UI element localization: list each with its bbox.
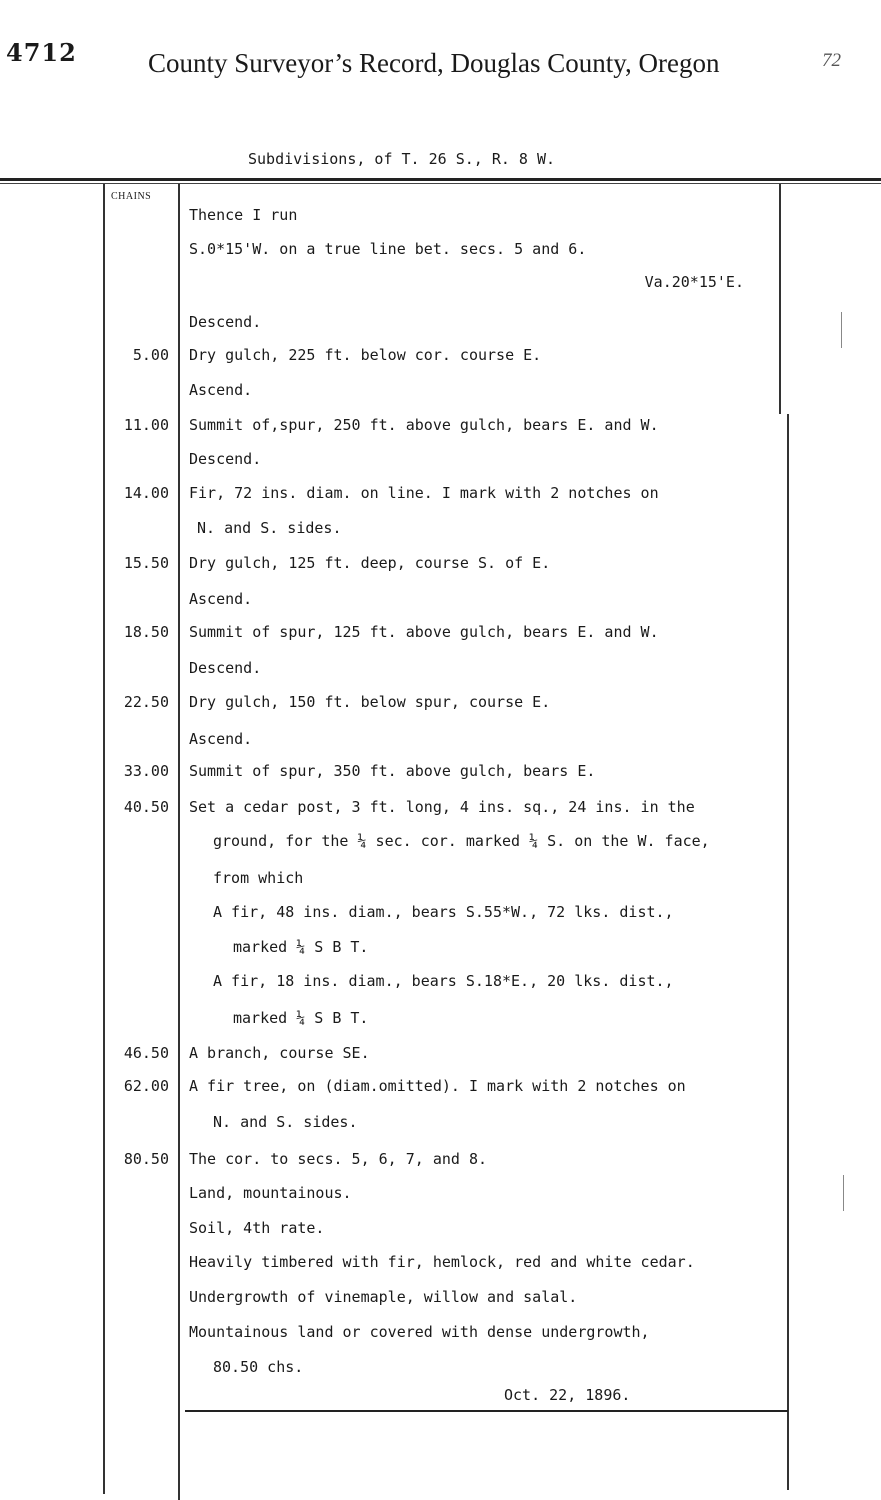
note-row [0,1358,881,1382]
note-row [0,1009,881,1033]
note-row [0,590,881,614]
note-text: Summit of spur, 350 ft. above gulch, bears E. [189,762,596,780]
note-text: Dry gulch, 125 ft. deep, course S. of E. [189,554,551,572]
note-row [0,869,881,893]
note-text: N. and S. sides. [213,1113,358,1131]
chains-column-header: CHAINS [111,191,152,202]
note-row [0,623,881,647]
subdivision-subtitle: Subdivisions, of T. 26 S., R. 8 W. [248,150,556,168]
note-text: Ascend. [189,730,253,748]
chain-value: 5.00 [132,346,169,364]
note-row [0,798,881,822]
note-row [0,554,881,578]
note-row [0,972,881,996]
header-rule-thin [0,183,881,184]
entry-end-rule [185,1410,788,1412]
note-row [0,381,881,405]
header-rule-thick [0,178,881,181]
note-text: Descend. [189,659,262,677]
note-text: Land, mountainous. [189,1184,352,1202]
note-text: marked ¼ S B T. [233,1009,369,1027]
note-text: Undergrowth of vinemaple, willow and salal. [189,1288,578,1306]
chain-value: 18.50 [123,623,169,641]
note-text: A fir tree, on (diam.omitted). I mark with 2 notches on [189,1077,686,1095]
note-text: S.0*15'W. on a true line bet. secs. 5 and 6. [189,240,587,258]
note-row [0,416,881,440]
note-text: Set a cedar post, 3 ft. long, 4 ins. sq., 24 ins. in the [189,798,695,816]
note-row [0,1077,881,1101]
note-text: Ascend. [189,590,253,608]
note-row [0,484,881,508]
note-row [0,346,881,370]
chain-value: 15.50 [123,554,169,572]
note-row [0,1113,881,1137]
note-text: 80.50 chs. [213,1358,304,1376]
note-row [0,1044,881,1068]
note-text: from which [213,869,304,887]
note-row [0,1184,881,1208]
note-text: Soil, 4th rate. [189,1219,325,1237]
chain-value: 46.50 [123,1044,169,1062]
note-row [0,290,881,314]
note-row [0,903,881,927]
note-row [0,1288,881,1312]
note-text: N. and S. sides. [197,519,342,537]
note-row [0,519,881,543]
note-text: marked ¼ S B T. [233,938,369,956]
note-row [0,938,881,962]
note-text: Summit of,spur, 250 ft. above gulch, bears E. and W. [189,416,659,434]
page-number: 72 [822,50,841,71]
note-text: Va.20*15'E. [644,273,744,291]
note-row [0,730,881,754]
note-row [0,1323,881,1347]
chain-value: 80.50 [123,1150,169,1168]
note-text: Oct. 22, 1896. [504,1386,631,1404]
note-row [0,1386,881,1410]
note-row [0,206,881,230]
note-text: Summit of spur, 125 ft. above gulch, bears E. and W. [189,623,659,641]
note-row [0,313,881,337]
note-row [0,1150,881,1174]
note-text: Descend. [189,450,262,468]
record-title: County Surveyor’s Record, Douglas County, Oregon [148,48,720,78]
note-row [0,1253,881,1277]
note-text: Ascend. [189,381,253,399]
note-text: Heavily timbered with fir, hemlock, red and white cedar. [189,1253,695,1271]
note-row [0,693,881,717]
chain-value: 14.00 [123,484,169,502]
note-text: Dry gulch, 150 ft. below spur, course E. [189,693,551,711]
chain-value: 62.00 [123,1077,169,1095]
note-text: Descend. [189,313,262,331]
chain-value: 11.00 [123,416,169,434]
note-row [0,240,881,264]
note-text: Mountainous land or covered with dense undergrowth, [189,1323,650,1341]
note-text: A fir, 48 ins. diam., bears S.55*W., 72 lks. dist., [213,903,674,921]
note-text: A fir, 18 ins. diam., bears S.18*E., 20 lks. dist., [213,972,674,990]
note-text: Dry gulch, 225 ft. below cor. course E. [189,346,542,364]
note-row [0,832,881,856]
chain-value: 33.00 [123,762,169,780]
note-row [0,1219,881,1243]
note-text: The cor. to secs. 5, 6, 7, and 8. [189,1150,488,1168]
note-text: A branch, course SE. [189,1044,370,1062]
note-row [0,659,881,683]
note-row [0,450,881,474]
note-text: Fir, 72 ins. diam. on line. I mark with 2 notches on [189,484,659,502]
chain-value: 40.50 [123,798,169,816]
document-number: 4712 [6,38,77,67]
note-text: Thence I run [189,206,298,224]
note-row [0,762,881,786]
note-text: ground, for the ¼ sec. cor. marked ¼ S. on the W. face, [213,832,710,850]
chain-value: 22.50 [123,693,169,711]
